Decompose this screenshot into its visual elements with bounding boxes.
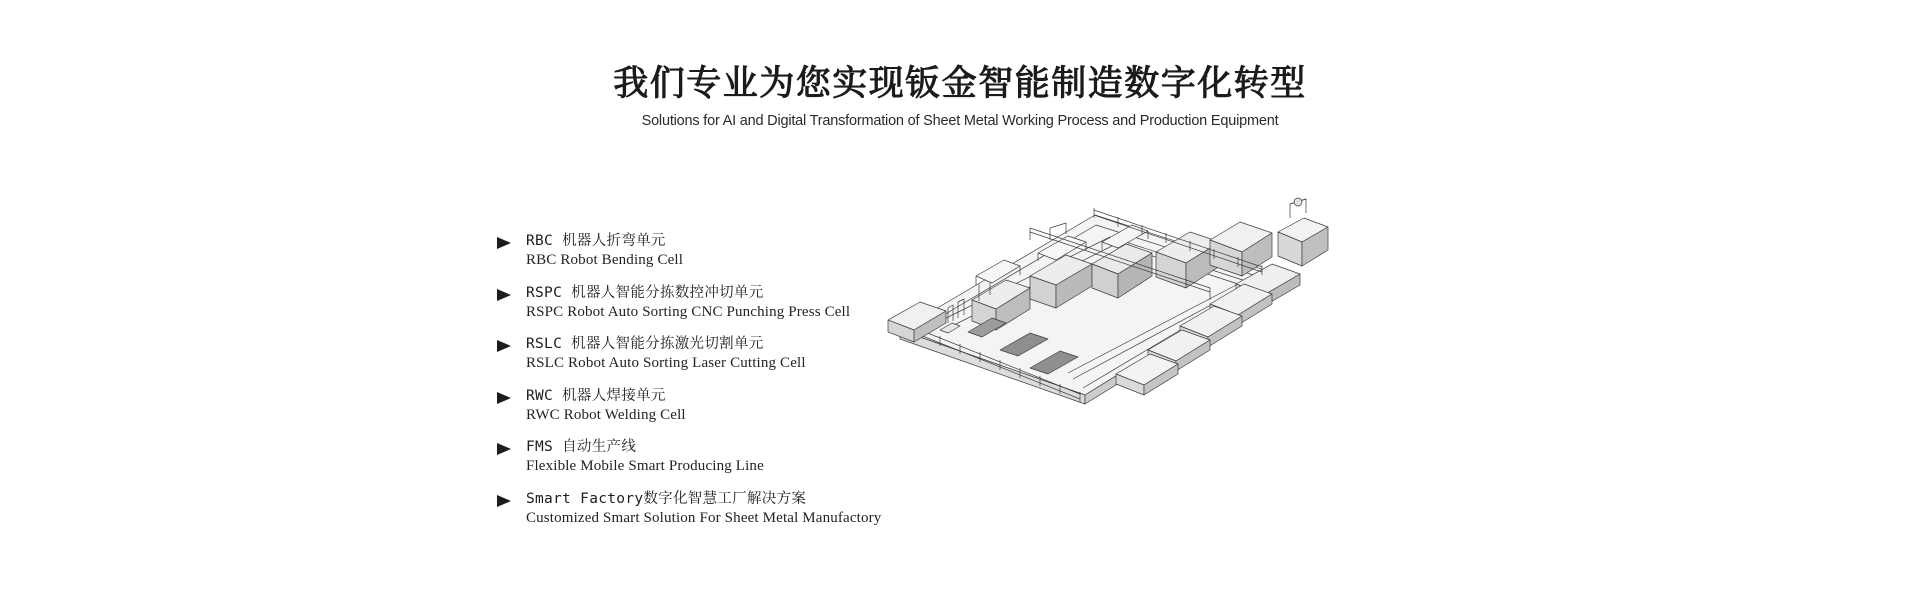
list-item-label-en: RSPC Robot Auto Sorting CNC Punching Press Cell <box>526 303 851 320</box>
list-item[interactable] <box>496 232 916 270</box>
triangle-right-icon <box>496 236 514 250</box>
header <box>0 62 1920 130</box>
isometric-factory-drawing <box>880 180 1440 440</box>
list-item-label-cn: RSLC 机器人智能分拣激光切割单元 <box>526 336 764 352</box>
list-item[interactable] <box>496 335 916 373</box>
list-item-label-cn: RBC 机器人折弯单元 <box>526 233 666 249</box>
triangle-right-icon <box>496 288 514 302</box>
list-item[interactable] <box>496 438 916 476</box>
page-subtitle: Solutions for AI and Digital Transformation of Sheet Metal Working Process and Production Equipment <box>641 113 1279 129</box>
list-item[interactable] <box>496 284 916 322</box>
list-item-label-en: RWC Robot Welding Cell <box>526 406 686 423</box>
list-item-label-cn: Smart Factory数字化智慧工厂解决方案 <box>526 490 807 507</box>
solution-feature-list <box>496 232 916 528</box>
list-item-label-cn: RSPC 机器人智能分拣数控冲切单元 <box>526 284 764 301</box>
list-item-label-en: RBC Robot Bending Cell <box>526 252 684 268</box>
triangle-right-icon <box>496 339 514 353</box>
triangle-right-icon <box>496 442 514 456</box>
list-item-label-cn: FMS 自动生产线 <box>526 439 637 455</box>
triangle-right-icon <box>496 494 514 508</box>
triangle-right-icon <box>496 391 514 405</box>
page-title: 我们专业为您实现钣金智能制造数字化转型 <box>613 64 1307 103</box>
list-item-label-cn: RWC 机器人焊接单元 <box>526 387 666 404</box>
list-item[interactable] <box>496 387 916 425</box>
list-item-label-en: Customized Smart Solution For Sheet Metal Manufactory <box>526 509 882 526</box>
list-item[interactable] <box>496 490 916 528</box>
list-item-label-en: Flexible Mobile Smart Producing Line <box>526 458 764 474</box>
list-item-label-en: RSLC Robot Auto Sorting Laser Cutting Cell <box>526 355 806 371</box>
factory-line-illustration <box>880 180 1440 440</box>
